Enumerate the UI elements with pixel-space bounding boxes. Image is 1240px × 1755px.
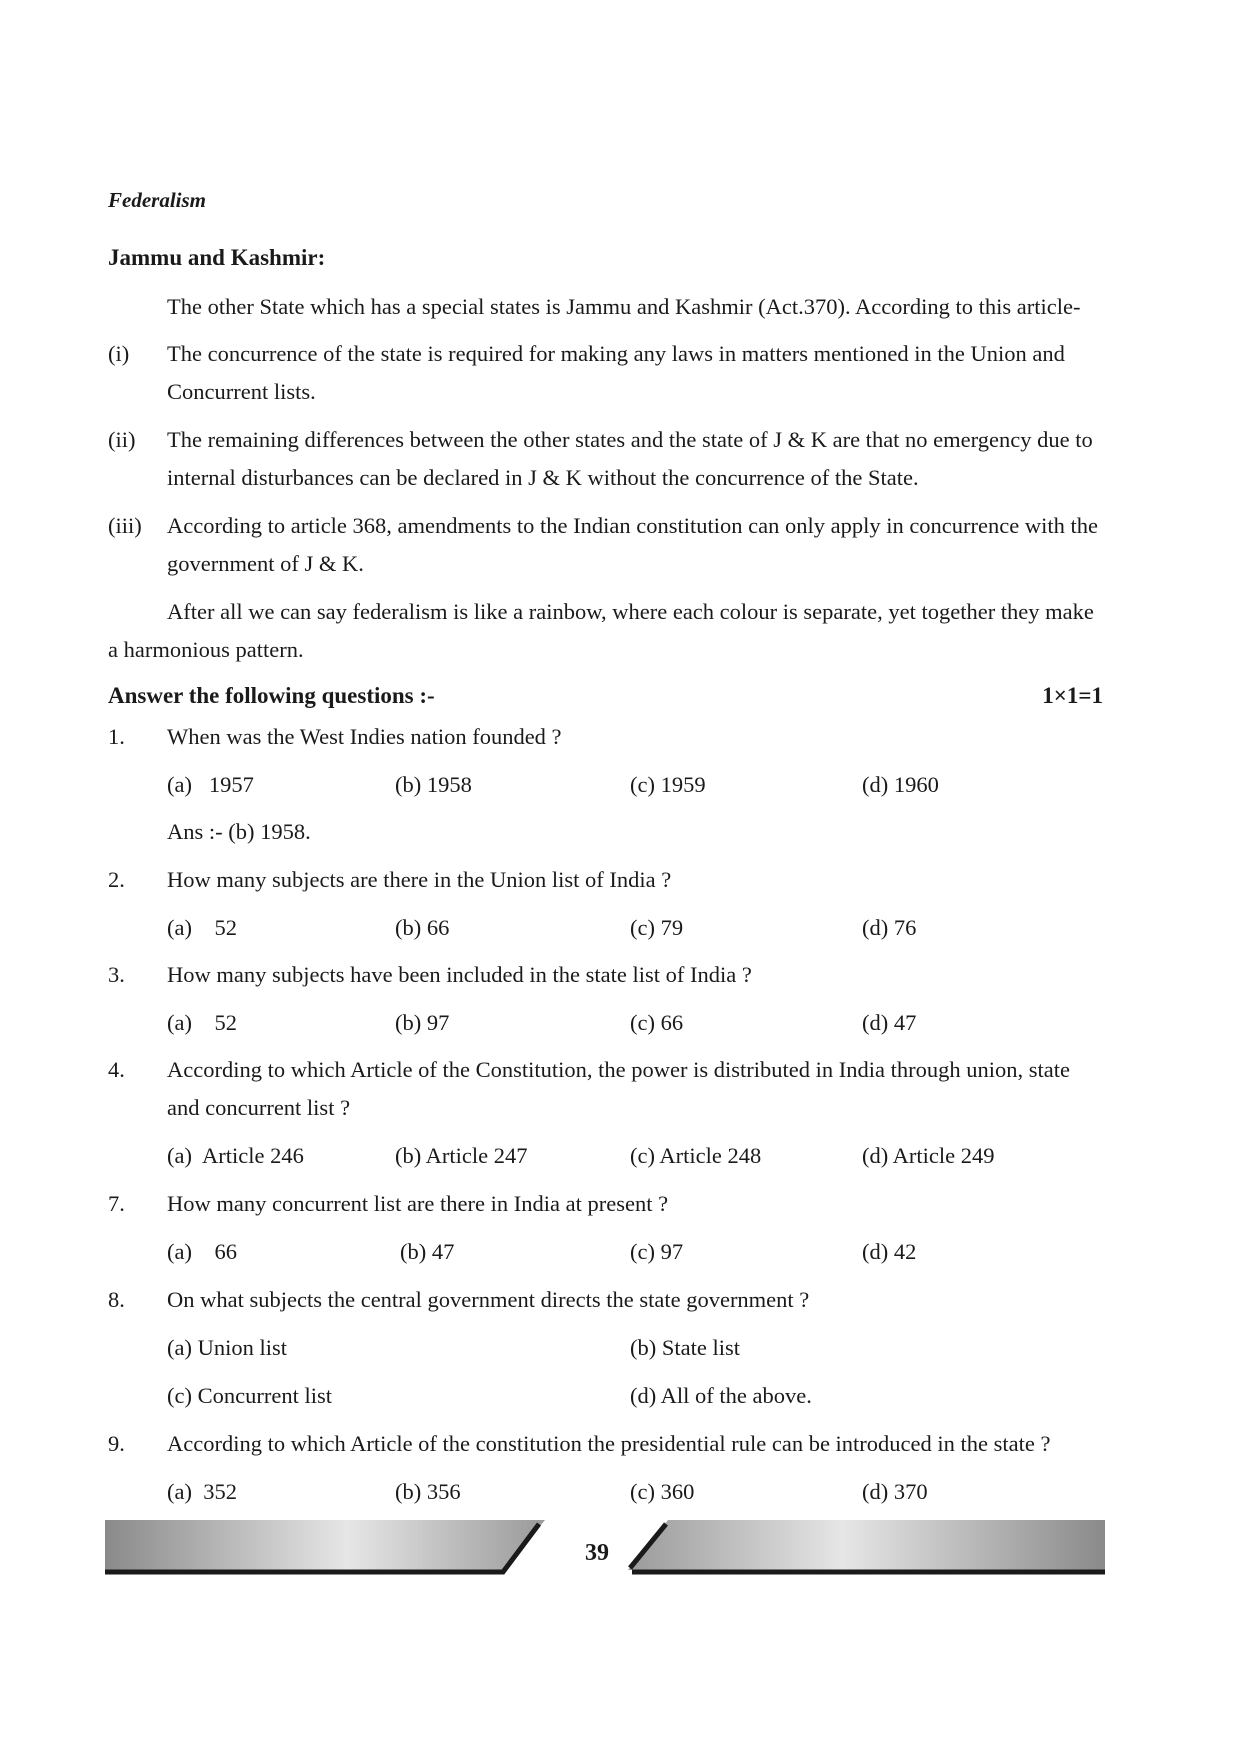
option: (d) 42 xyxy=(862,1239,917,1264)
option: (a) 352 xyxy=(167,1479,237,1504)
options-row xyxy=(167,909,1067,947)
section-title: Jammu and Kashmir: xyxy=(108,245,326,270)
option: (c) Article 248 xyxy=(630,1143,762,1168)
option: (a) 52 xyxy=(167,915,237,940)
option: (b) 47 xyxy=(400,1239,455,1264)
option: (b) 1958 xyxy=(395,772,472,797)
option: (b) 356 xyxy=(395,1479,461,1504)
options-row xyxy=(167,1004,1067,1042)
option: (a) 66 xyxy=(167,1239,237,1264)
question-text: On what subjects the central government directs the state government ? xyxy=(167,1287,810,1312)
option: (c) 66 xyxy=(630,1010,684,1035)
question-text: How many subjects have been included in the state list of India ? xyxy=(167,962,752,987)
question-text: When was the West Indies nation founded ? xyxy=(167,724,562,749)
running-header: Federalism xyxy=(108,188,206,212)
option: (b) State list xyxy=(630,1335,740,1360)
point-number: (ii) xyxy=(108,427,136,452)
option: (d) 1960 xyxy=(862,772,939,797)
option: (b) Article 247 xyxy=(395,1143,528,1168)
point-text: The concurrence of the state is required for making any laws in matters mentioned in the Union and Concurrent lists. xyxy=(167,341,1065,404)
question-number: 1. xyxy=(108,724,125,749)
footer-right-band xyxy=(628,1520,1105,1570)
option: (c) 79 xyxy=(630,915,684,940)
options-row xyxy=(167,1137,1067,1175)
footer-left-band xyxy=(105,1520,545,1570)
point-text: According to article 368, amendments to the Indian constitution can only apply in concurrence with the government of J & K. xyxy=(167,513,1098,576)
question-number: 2. xyxy=(108,867,125,892)
intro-paragraph: The other State which has a special states is Jammu and Kashmir (Act.370). According to this article- xyxy=(167,294,1081,319)
option: (c) 1959 xyxy=(630,772,706,797)
option: (d) 76 xyxy=(862,915,917,940)
question-number: 3. xyxy=(108,962,125,987)
option: (a) Union list xyxy=(167,1335,287,1360)
options-row xyxy=(167,766,1067,804)
question-text: How many concurrent list are there in India at present ? xyxy=(167,1191,669,1216)
page-number: 39 xyxy=(585,1540,609,1566)
option: (b) 97 xyxy=(395,1010,450,1035)
option: (b) 66 xyxy=(395,915,450,940)
point-number: (iii) xyxy=(108,513,142,538)
questions-heading xyxy=(108,683,1103,709)
question-number: 8. xyxy=(108,1287,125,1312)
marks-label: 1×1=1 xyxy=(1042,683,1103,708)
point-text: The remaining differences between the other states and the state of J & K are that no emergency due to internal disturbances can be declared in J & K without the concurrence of the State. xyxy=(167,427,1093,490)
option: (d) All of the above. xyxy=(630,1383,812,1408)
option: (c) Concurrent list xyxy=(167,1383,332,1408)
conclusion-paragraph: After all we can say federalism is like a rainbow, where each colour is separate, yet together they make a harmonious pattern. xyxy=(108,599,1094,662)
options-row xyxy=(167,1377,1067,1415)
option: (c) 360 xyxy=(630,1479,695,1504)
option: (a) Article 246 xyxy=(167,1143,304,1168)
questions-heading-text: Answer the following questions :- xyxy=(108,683,435,708)
question-number: 9. xyxy=(108,1431,125,1456)
option: (c) 97 xyxy=(630,1239,684,1264)
question-number: 7. xyxy=(108,1191,125,1216)
option: (d) 370 xyxy=(862,1479,928,1504)
question-text: How many subjects are there in the Union list of India ? xyxy=(167,867,672,892)
question-number: 4. xyxy=(108,1057,125,1082)
option: (d) Article 249 xyxy=(862,1143,995,1168)
options-row xyxy=(167,1329,1067,1367)
option: (a) 52 xyxy=(167,1010,237,1035)
options-row xyxy=(167,1233,1067,1271)
option: (a) 1957 xyxy=(167,772,254,797)
answer-text: Ans :- (b) 1958. xyxy=(167,819,311,844)
option: (d) 47 xyxy=(862,1010,917,1035)
options-row xyxy=(167,1473,1067,1511)
point-number: (i) xyxy=(108,341,130,366)
question-text: According to which Article of the constitution the presidential rule can be introduced in the state ? xyxy=(167,1431,1051,1456)
question-text: According to which Article of the Constitution, the power is distributed in India through union, state and concurrent list ? xyxy=(167,1057,1070,1120)
